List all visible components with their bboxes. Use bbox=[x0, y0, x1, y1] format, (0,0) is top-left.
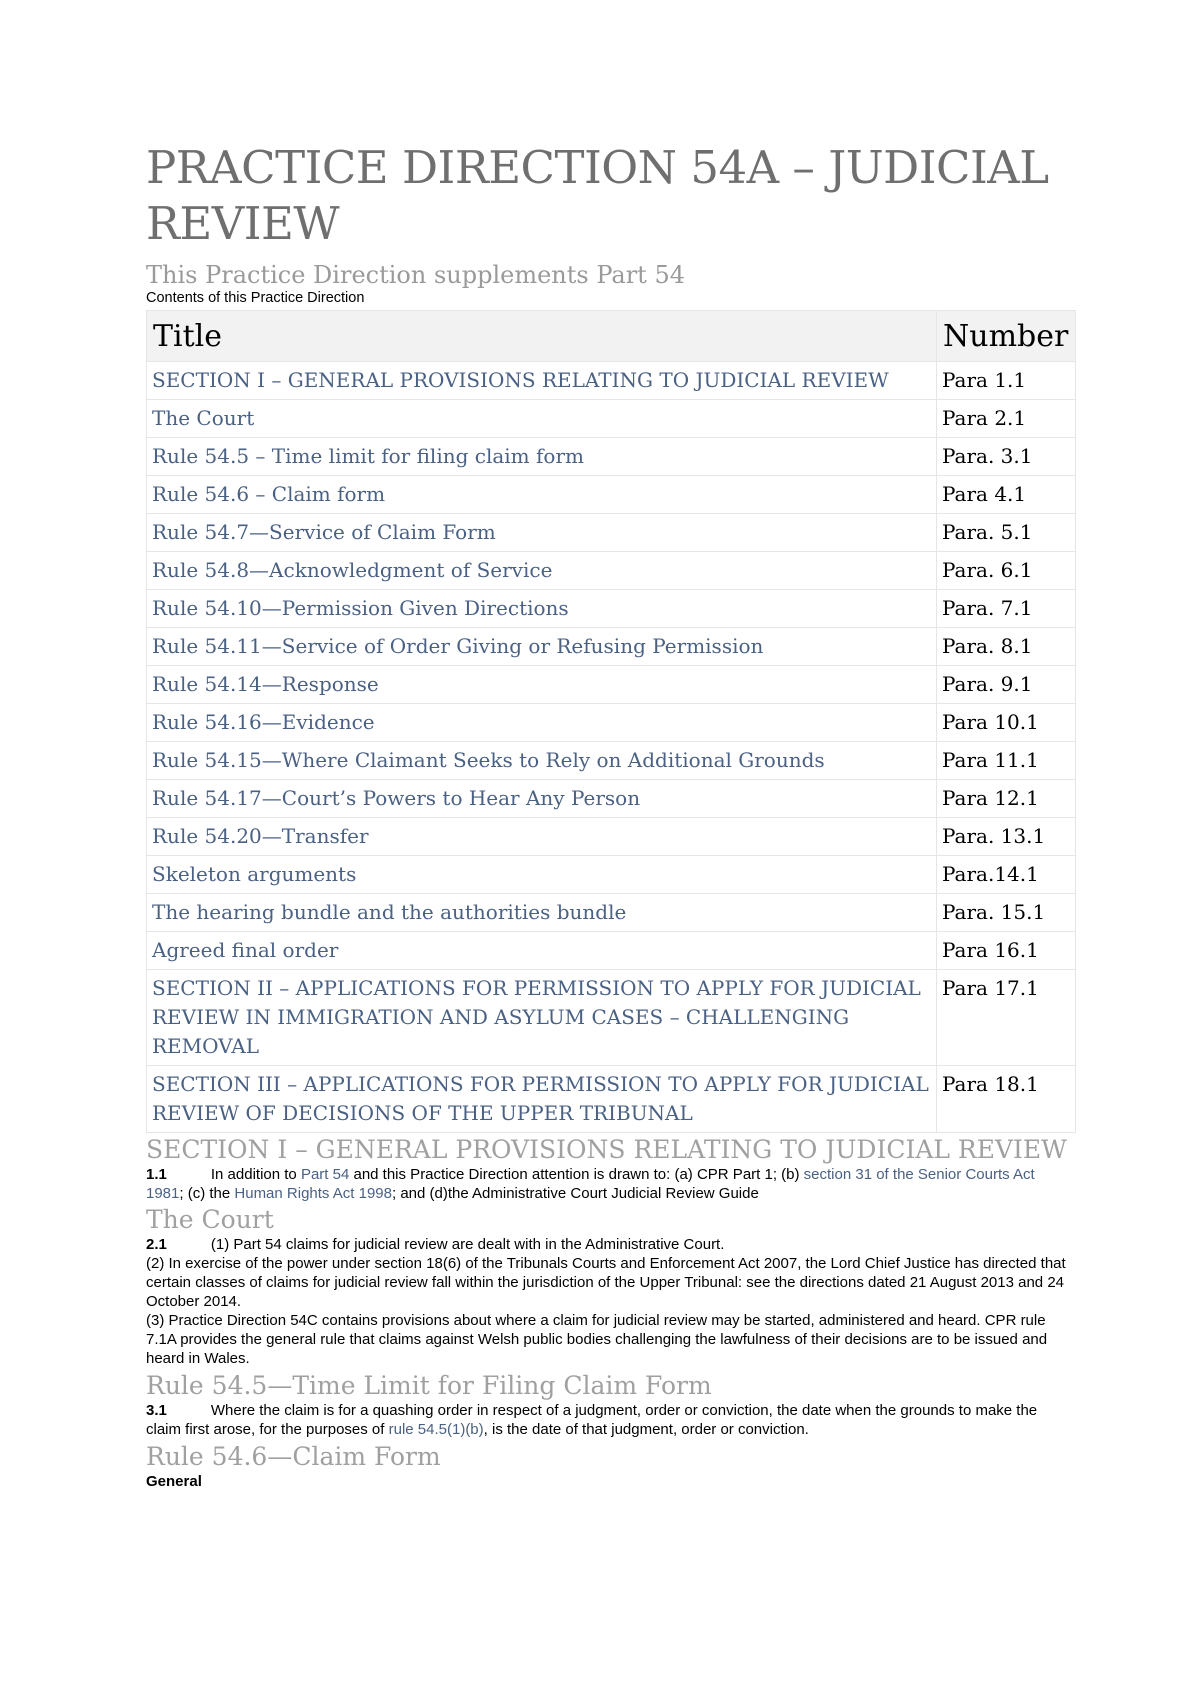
rule-54-5-heading: Rule 54.5—Time Limit for Filing Claim Form bbox=[146, 1371, 712, 1400]
toc-number-cell: Para. 7.1 bbox=[937, 590, 1076, 628]
toc-number-cell: Para. 5.1 bbox=[937, 514, 1076, 552]
part-54-link[interactable]: Part 54 bbox=[300, 1166, 350, 1183]
table-row bbox=[147, 932, 1076, 970]
table-row bbox=[147, 362, 1076, 400]
toc-link[interactable]: Rule 54.17—Court’s Powers to Hear Any Person bbox=[152, 786, 641, 810]
toc-number-cell: Para 12.1 bbox=[937, 780, 1076, 818]
toc-link[interactable]: Rule 54.16—Evidence bbox=[152, 710, 375, 734]
toc-title-cell bbox=[147, 362, 937, 400]
toc-number-cell: Para 2.1 bbox=[937, 400, 1076, 438]
toc-number-cell: Para 1.1 bbox=[937, 362, 1076, 400]
page-title: PRACTICE DIRECTION 54A – JUDICIAL REVIEW bbox=[146, 141, 1049, 250]
table-row bbox=[147, 514, 1076, 552]
contents-table-body bbox=[147, 362, 1076, 1133]
paragraph-number: 3.1 bbox=[146, 1402, 167, 1419]
toc-link[interactable]: Rule 54.11—Service of Order Giving or Refusing Permission bbox=[152, 634, 764, 658]
toc-link[interactable]: Rule 54.8—Acknowledgment of Service bbox=[152, 558, 553, 582]
toc-link[interactable]: SECTION II – APPLICATIONS FOR PERMISSION TO APPLY FOR JUDICIAL REVIEW IN IMMIGRATION AND ASYLUM CASES – CHALLENGING REMOVAL bbox=[152, 976, 921, 1058]
court-heading: The Court bbox=[146, 1205, 274, 1234]
toc-title-cell bbox=[147, 894, 937, 932]
page-subtitle: This Practice Direction supplements Part 54 bbox=[146, 261, 685, 289]
toc-link[interactable]: Skeleton arguments bbox=[152, 862, 357, 886]
toc-link[interactable]: Rule 54.7—Service of Claim Form bbox=[152, 520, 496, 544]
table-row bbox=[147, 1066, 1076, 1133]
table-row bbox=[147, 666, 1076, 704]
paragraph-2-1 bbox=[146, 1235, 1076, 1254]
table-row bbox=[147, 970, 1076, 1066]
toc-title-cell bbox=[147, 552, 937, 590]
toc-title-cell bbox=[147, 514, 937, 552]
contents-table-header bbox=[147, 311, 1076, 362]
toc-number-cell: Para 11.1 bbox=[937, 742, 1076, 780]
text-run: ; and (d)the Administrative Court Judicial Review Guide bbox=[391, 1185, 759, 1202]
table-row bbox=[147, 552, 1076, 590]
header-title: Title bbox=[147, 311, 937, 362]
text-run: ; (c) the bbox=[179, 1185, 235, 1202]
toc-number-cell: Para 16.1 bbox=[937, 932, 1076, 970]
toc-link[interactable]: Rule 54.10—Permission Given Directions bbox=[152, 596, 569, 620]
general-subheading: General bbox=[146, 1473, 202, 1490]
toc-title-cell bbox=[147, 628, 937, 666]
toc-number-cell: Para 10.1 bbox=[937, 704, 1076, 742]
table-row bbox=[147, 400, 1076, 438]
table-row bbox=[147, 780, 1076, 818]
toc-link[interactable]: Rule 54.14—Response bbox=[152, 672, 379, 696]
document-page bbox=[146, 140, 1076, 1491]
table-row bbox=[147, 438, 1076, 476]
table-row bbox=[147, 856, 1076, 894]
text-run: (1) Part 54 claims for judicial review are dealt with in the Administrative Court. bbox=[210, 1236, 725, 1253]
section-1-heading: SECTION I – GENERAL PROVISIONS RELATING TO JUDICIAL REVIEW bbox=[146, 1135, 1067, 1164]
toc-title-cell bbox=[147, 590, 937, 628]
paragraph-1-1 bbox=[146, 1165, 1076, 1203]
toc-number-cell: Para. 3.1 bbox=[937, 438, 1076, 476]
toc-link[interactable]: The hearing bundle and the authorities bundle bbox=[152, 900, 627, 924]
text-run: and this Practice Direction attention is drawn to: (a) CPR Part 1; (b) bbox=[349, 1166, 804, 1183]
toc-link[interactable]: Rule 54.20—Transfer bbox=[152, 824, 369, 848]
table-row bbox=[147, 742, 1076, 780]
toc-number-cell: Para. 9.1 bbox=[937, 666, 1076, 704]
paragraph-2-1-2: (2) In exercise of the power under section 18(6) of the Tribunals Courts and Enforcement Act 2007, the Lord Chief Justice has directed that certain classes of claims for judicial review fall within the jurisdiction of the Upper Tribunal: see the directions dated 21 August 2013 and 24 October 2014. bbox=[146, 1255, 1066, 1310]
toc-title-cell bbox=[147, 476, 937, 514]
toc-title-cell bbox=[147, 970, 937, 1066]
header-number: Number bbox=[937, 311, 1076, 362]
toc-title-cell bbox=[147, 400, 937, 438]
table-row bbox=[147, 894, 1076, 932]
text-run: In addition to bbox=[210, 1166, 301, 1183]
toc-link[interactable]: Rule 54.5 – Time limit for filing claim form bbox=[152, 444, 584, 468]
toc-title-cell bbox=[147, 932, 937, 970]
contents-caption: Contents of this Practice Direction bbox=[146, 290, 365, 306]
toc-number-cell: Para 17.1 bbox=[937, 970, 1076, 1066]
toc-title-cell bbox=[147, 1066, 937, 1133]
senior-courts-act-link[interactable]: section 31 of the Senior Courts Act 1981 bbox=[146, 1166, 1035, 1202]
toc-number-cell: Para. 6.1 bbox=[937, 552, 1076, 590]
toc-title-cell bbox=[147, 780, 937, 818]
toc-number-cell: Para 18.1 bbox=[937, 1066, 1076, 1133]
table-row bbox=[147, 704, 1076, 742]
rule-54-5-link[interactable]: rule 54.5(1)(b) bbox=[388, 1421, 484, 1438]
toc-number-cell: Para 4.1 bbox=[937, 476, 1076, 514]
toc-link[interactable]: Agreed final order bbox=[152, 938, 339, 962]
toc-link[interactable]: SECTION III – APPLICATIONS FOR PERMISSION TO APPLY FOR JUDICIAL REVIEW OF DECISIONS OF THE UPPER TRIBUNAL bbox=[152, 1072, 929, 1125]
toc-title-cell bbox=[147, 856, 937, 894]
toc-title-cell bbox=[147, 742, 937, 780]
toc-link[interactable]: The Court bbox=[152, 406, 255, 430]
toc-number-cell: Para.14.1 bbox=[937, 856, 1076, 894]
table-row bbox=[147, 628, 1076, 666]
paragraph-3-1 bbox=[146, 1401, 1076, 1439]
table-row bbox=[147, 590, 1076, 628]
text-run: Where the claim is for a quashing order in respect of a judgment, order or conviction, the date when the grounds to make the claim first arose, for the purposes of bbox=[146, 1402, 1038, 1438]
table-row bbox=[147, 476, 1076, 514]
toc-number-cell: Para. 15.1 bbox=[937, 894, 1076, 932]
toc-link[interactable]: Rule 54.6 – Claim form bbox=[152, 482, 386, 506]
text-run: , is the date of that judgment, order or conviction. bbox=[483, 1421, 809, 1438]
rule-54-6-heading: Rule 54.6—Claim Form bbox=[146, 1442, 441, 1471]
paragraph-number: 1.1 bbox=[146, 1166, 167, 1183]
toc-title-cell bbox=[147, 818, 937, 856]
toc-link[interactable]: SECTION I – GENERAL PROVISIONS RELATING TO JUDICIAL REVIEW bbox=[152, 368, 889, 392]
toc-title-cell bbox=[147, 666, 937, 704]
paragraph-number: 2.1 bbox=[146, 1236, 167, 1253]
contents-table bbox=[146, 310, 1076, 1133]
toc-title-cell bbox=[147, 438, 937, 476]
toc-number-cell: Para. 8.1 bbox=[937, 628, 1076, 666]
human-rights-act-link[interactable]: Human Rights Act 1998 bbox=[234, 1185, 392, 1202]
toc-number-cell: Para. 13.1 bbox=[937, 818, 1076, 856]
table-row bbox=[147, 818, 1076, 856]
toc-title-cell bbox=[147, 704, 937, 742]
paragraph-2-1-3: (3) Practice Direction 54C contains provisions about where a claim for judicial review may be started, administered and heard. CPR rule 7.1A provides the general rule that claims against Welsh public bodies challenging the lawfulness of their decisions are to be issued and heard in Wales. bbox=[146, 1312, 1048, 1367]
toc-link[interactable]: Rule 54.15—Where Claimant Seeks to Rely on Additional Grounds bbox=[152, 748, 825, 772]
